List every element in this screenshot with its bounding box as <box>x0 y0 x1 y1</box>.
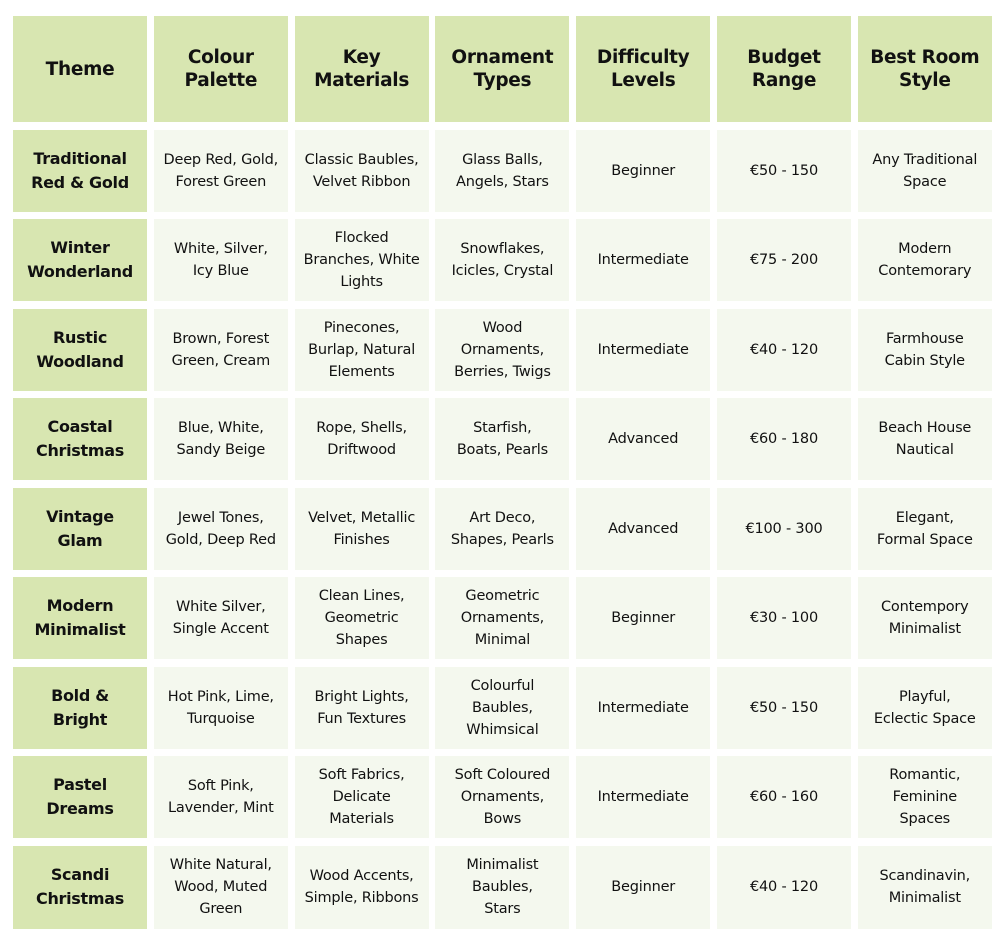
column-header-difficulty-levels: Difficulty Levels <box>576 16 710 122</box>
table-cell-difficulty-levels: Beginner <box>576 130 710 212</box>
table-cell-budget-range: €50 - 150 <box>717 667 851 749</box>
table-cell-best-room-style: Modern Contemorary <box>858 219 992 301</box>
table-cell-ornament-types: Minimalist Baubles, Stars <box>435 846 569 929</box>
table-cell-budget-range: €50 - 150 <box>717 130 851 212</box>
table-cell-ornament-types: Starfish, Boats, Pearls <box>435 398 569 480</box>
row-header-theme: Coastal Christmas <box>13 398 147 480</box>
table-cell-best-room-style: Scandinavin, Minimalist <box>858 846 992 929</box>
table-cell-colour-palette: White, Silver, Icy Blue <box>154 219 288 301</box>
table-cell-difficulty-levels: Advanced <box>576 488 710 570</box>
table-cell-colour-palette: Brown, Forest Green, Cream <box>154 309 288 391</box>
row-header-theme: Scandi Christmas <box>13 846 147 929</box>
table-cell-key-materials: Wood Accents, Simple, Ribbons <box>295 846 429 929</box>
column-header-key-materials: Key Materials <box>295 16 429 122</box>
column-header-theme: Theme <box>13 16 147 122</box>
row-header-theme: Bold & Bright <box>13 667 147 749</box>
table-cell-ornament-types: Colourful Baubles, Whimsical <box>435 667 569 749</box>
table-cell-colour-palette: Jewel Tones, Gold, Deep Red <box>154 488 288 570</box>
table-cell-budget-range: €100 - 300 <box>717 488 851 570</box>
table-cell-difficulty-levels: Intermediate <box>576 219 710 301</box>
christmas-theme-table <box>13 16 992 929</box>
table-cell-key-materials: Pinecones, Burlap, Natural Elements <box>295 309 429 391</box>
column-header-ornament-types: Ornament Types <box>435 16 569 122</box>
column-header-best-room-style: Best Room Style <box>858 16 992 122</box>
table-cell-colour-palette: Hot Pink, Lime, Turquoise <box>154 667 288 749</box>
table-cell-key-materials: Clean Lines, Geometric Shapes <box>295 577 429 659</box>
table-cell-budget-range: €60 - 160 <box>717 756 851 838</box>
table-cell-ornament-types: Art Deco, Shapes, Pearls <box>435 488 569 570</box>
table-cell-budget-range: €75 - 200 <box>717 219 851 301</box>
column-header-budget-range: Budget Range <box>717 16 851 122</box>
table-cell-colour-palette: Deep Red, Gold, Forest Green <box>154 130 288 212</box>
table-cell-key-materials: Soft Fabrics, Delicate Materials <box>295 756 429 838</box>
table-cell-key-materials: Rope, Shells, Driftwood <box>295 398 429 480</box>
table-cell-ornament-types: Soft Coloured Ornaments, Bows <box>435 756 569 838</box>
table-cell-best-room-style: Playful, Eclectic Space <box>858 667 992 749</box>
row-header-theme: Rustic Woodland <box>13 309 147 391</box>
table-cell-difficulty-levels: Advanced <box>576 398 710 480</box>
table-cell-best-room-style: Farmhouse Cabin Style <box>858 309 992 391</box>
table-cell-colour-palette: Blue, White, Sandy Beige <box>154 398 288 480</box>
table-cell-difficulty-levels: Beginner <box>576 577 710 659</box>
table-cell-key-materials: Classic Baubles, Velvet Ribbon <box>295 130 429 212</box>
row-header-theme: Modern Minimalist <box>13 577 147 659</box>
table-cell-best-room-style: Elegant, Formal Space <box>858 488 992 570</box>
table-cell-ornament-types: Snowflakes, Icicles, Crystal <box>435 219 569 301</box>
table-cell-ornament-types: Wood Ornaments, Berries, Twigs <box>435 309 569 391</box>
table-cell-difficulty-levels: Intermediate <box>576 309 710 391</box>
table-cell-key-materials: Flocked Branches, White Lights <box>295 219 429 301</box>
table-cell-colour-palette: White Natural, Wood, Muted Green <box>154 846 288 929</box>
table-cell-budget-range: €40 - 120 <box>717 846 851 929</box>
table-cell-best-room-style: Contempory Minimalist <box>858 577 992 659</box>
table-cell-budget-range: €40 - 120 <box>717 309 851 391</box>
table-cell-budget-range: €60 - 180 <box>717 398 851 480</box>
row-header-theme: Traditional Red & Gold <box>13 130 147 212</box>
table-cell-budget-range: €30 - 100 <box>717 577 851 659</box>
row-header-theme: Pastel Dreams <box>13 756 147 838</box>
row-header-theme: Vintage Glam <box>13 488 147 570</box>
table-cell-best-room-style: Romantic, Feminine Spaces <box>858 756 992 838</box>
table-cell-colour-palette: Soft Pink, Lavender, Mint <box>154 756 288 838</box>
table-cell-colour-palette: White Silver, Single Accent <box>154 577 288 659</box>
row-header-theme: Winter Wonderland <box>13 219 147 301</box>
table-cell-ornament-types: Geometric Ornaments, Minimal <box>435 577 569 659</box>
table-cell-ornament-types: Glass Balls, Angels, Stars <box>435 130 569 212</box>
table-cell-best-room-style: Any Traditional Space <box>858 130 992 212</box>
column-header-colour-palette: Colour Palette <box>154 16 288 122</box>
table-cell-key-materials: Bright Lights, Fun Textures <box>295 667 429 749</box>
table-cell-best-room-style: Beach House Nautical <box>858 398 992 480</box>
table-cell-difficulty-levels: Intermediate <box>576 756 710 838</box>
table-cell-difficulty-levels: Intermediate <box>576 667 710 749</box>
table-cell-difficulty-levels: Beginner <box>576 846 710 929</box>
table-cell-key-materials: Velvet, Metallic Finishes <box>295 488 429 570</box>
